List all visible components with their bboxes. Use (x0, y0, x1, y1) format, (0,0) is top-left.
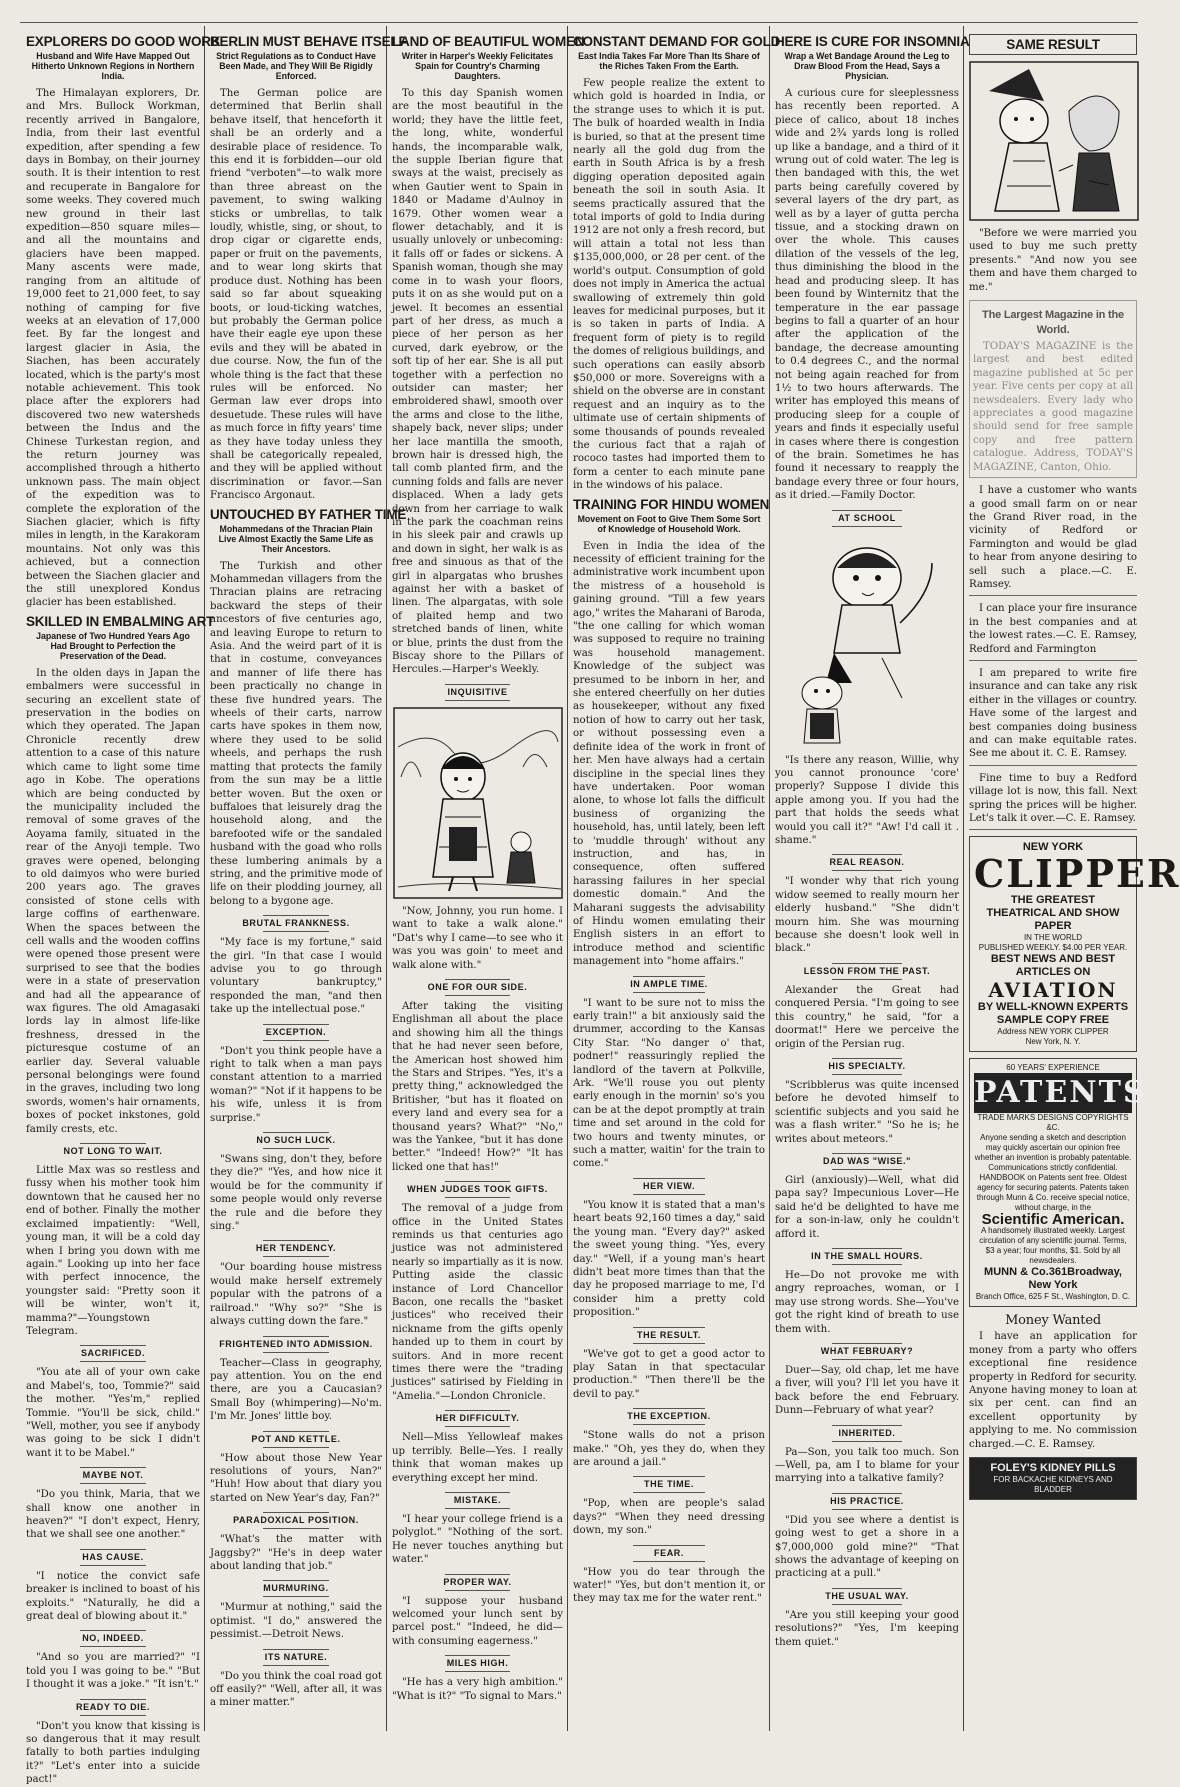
joke-subheading: HER DIFFICULTY. (392, 1410, 563, 1427)
classified-ad: I am prepared to write fire insurance and can take any risk either in the villages or country. Have some of the largest and best companies doing business and can make equitable rates. See me about it. C. E. Ramsey. (969, 667, 1137, 766)
clipper-ad-line9: Address NEW YORK CLIPPER (997, 1027, 1109, 1037)
joke-subheading: HAS CAUSE. (26, 1549, 200, 1566)
article-body: "How you do tear through the water!" "Yes, but don't mention it, or they may tax me for the water rent." (573, 1566, 765, 1605)
column-6 (965, 30, 1180, 1729)
magazine-ad-heading: The Largest Magazine in the World. (982, 309, 1124, 337)
article-deck: Movement on Foot to Give Them Some Sort of Knowledge of Household Work. (577, 513, 761, 534)
article-deck: Strict Regulations as to Conduct Have Been Made, and They Will Be Rigidly Enforced. (216, 51, 376, 81)
joke-subheading: DAD WAS "WISE." (775, 1153, 959, 1170)
article-body: "My face is my fortune," said the girl. "In that case I would advise you to go through voluntary bankruptcy," responded the man, "and then take up the intellectual pose." (210, 937, 382, 1016)
clipper-ad-line2: THEATRICAL AND SHOW PAPER (986, 907, 1120, 933)
cartoon-illustration (969, 61, 1137, 221)
joke-subheading: NO SUCH LUCK. (210, 1132, 382, 1149)
magazine-ad-body: TODAY'S MAGAZINE is the largest and best edited magazine published at 5c per year. Five cents per copy at all newsdealers. Every lady who appreciates a good magazine should send for free sample copy and free pattern catalogue. Address, TODAY'S MAGAZINE, Canton, Ohio. (973, 341, 1133, 473)
article-body: He—Do not provoke me with angry reproaches, woman, or I may use strong words. She—You've got the right kind of breath to use them with. (775, 1269, 959, 1335)
column-5 (771, 30, 970, 1729)
clipper-ad-line5: BEST NEWS AND BEST ARTICLES ON (990, 953, 1116, 979)
article-body: "I wonder why that rich young widow seemed to really mourn her elderly husband." "She didn't mourn him. She was mourning because she doesn't look well in black." (775, 876, 959, 955)
article-body: "You ate all of your own cake and Mabel's, too, Tommie?" said the mother. "Yes'm," replied Tommie. "You'll be sick, child." "Well, mother, you see if anybody was going to be sick I didn't want it to be Mabel." (26, 1367, 200, 1459)
column-2 (206, 30, 407, 1729)
joke-subheading: FEAR. (573, 1545, 765, 1562)
patents-ad-branch: Branch Office, 625 F St., Washington, D. C. (975, 1292, 1131, 1302)
joke-subheading: ONE FOR OUR SIDE. (392, 979, 563, 996)
joke-subheading: LESSON FROM THE PAST. (775, 963, 959, 980)
article-body: "Murmur at nothing," said the optimist. "I do," answered the pessimist.—Detroit News. (210, 1602, 382, 1641)
column-3 (388, 30, 585, 1729)
article-body: "Don't you know that kissing is so dangerous that it may result fatally to both parties indulging it?" "Let's enter into a suicide pact!" (26, 1720, 200, 1786)
joke-subheading: SACRIFICED. (26, 1345, 200, 1362)
article-body: To this day Spanish women are the most beautiful in the world; they have the little feet, the long, white, wonderful hands, the incomparable walk, the supple Iberian figure that sways at the waist, precisely as when Gautier went to Spain in 1840 or Madame d'Aulnoy in 1679. Other women wear a flower detachably, and it is usually unlovely or unbecoming: it falls off or fades or sickens. A Spanish woman, though she may come in to wash your floors, puts it on as she would put on a jewel. It becomes an essential part of her dress, as much a piece of her person as her curved, dark eyebrow, or the soft tip of her ear. She is all put together with a perfection no outsider can master; her embroidered shawl, smooth over the arms and close to the lithe, shapely back, never slips; under her lace mantilla the smooth, brown hair is dressed high, the tall comb planted firm, and the cunning folds and falls are never displaced. When a lady gets down from her carriage to walk in the park the coachman reins in his sleek pair and crawls up and down in sight, her walk is as free and sinuous as that of the girl in alpargatas who brushes against her with a basket of linen. The alpargatas, with sole of plaited hemp and two stretched bands of linen, white or blue, prints the dust from the Biscay shore to the Pillars of Hercules.—Harper's Weekly. (392, 88, 563, 676)
article-body: Even in India the idea of the necessity of efficient training for the administrative work incumbent upon the mistress of a household is gaining ground. "Till a few years ago," writes the Maharani of Baroda, "the one calling for which woman was supposed to require no training was household management. Knowledge of the subject was presumed to be inborn in her, and she entered cheerfully on her duties as housekeeper, without any fixed notion of how to carry out her task, or without possessing even a definite idea of the work in front of her. Men have always had a certain discipline in the special lines they have undertaken. Poor woman alone, to whose lot falls the difficult business of organizing the household, has, until lately, been left to 'muddle through' without any instruction, and has, in consequence, often suffered harassing failures in her special domestic domain." And the Maharani suggests the advisability of Hindu women emulating their English sisters in an effort to introduce method and scientific management into "home affairs." (573, 540, 765, 968)
article-body: Pa—Son, you talk too much. Son—Well, pa, am I to blame for your marrying into a talkative family? (775, 1446, 959, 1485)
article-body: In the olden days in Japan the embalmers were successful in securing an excellent state of preservation in the bodies on which they operated. The Japan Chronicle recently drew attention to a case of this nature which came to light some time ago in Kobe. The operations which are being conducted by the municipality included the removal of some graves of the Aoyama family, situated in the rear of the Anyoji temple. Two graves were opened, belonging to old daimyos who were buried 200 years ago. The graves consisted of stone cells with large coffins of earthenware. When the spaces between the cell walls and the wooden coffins were opened those present were surprised to see that the bodies were in a state of preservation and had all the appearance of wax figures. The old Amagasaki lords lay in almost life-like freshness, dressed in the picturesque costume of an earlier day. Several valuable personal belongings were found in the graves, including two long swords, women's hair ornaments, boxes of pocket inkstones, gold family crests, etc. (26, 667, 200, 1135)
column-rule (769, 26, 770, 1731)
article-body: "You know it is stated that a man's heart beats 92,160 times a day," said the young man. "Every day?" asked the sweet young thing. "Yes, every day." "Well, if a young man's heart didn't beat more times than that the day he proposed marriage to me, I'd consider him a pretty cold proposition." (573, 1199, 765, 1319)
patents-ad-side: TRADE MARKS DESIGNS COPYRIGHTS &C. (977, 1113, 1129, 1133)
joke-subheading: WHAT FEBRUARY? (775, 1343, 959, 1360)
article-headline: HERE IS CURE FOR INSOMNIA (775, 34, 970, 49)
joke-subheading: IN THE SMALL HOURS. (775, 1248, 959, 1265)
column-rule (386, 26, 387, 1731)
clipper-ad (969, 836, 1180, 1052)
article-deck: Writer in Harper's Weekly Felicitates Spain for Country's Charming Daughters. (401, 51, 554, 81)
joke-subheading: POT AND KETTLE. (210, 1431, 382, 1448)
article-body: "How about those New Year resolutions of yours, Nan?" "Huh! How about that diary you started on New Year's day, Fan?" (210, 1452, 382, 1504)
joke-subheading: HIS PRACTICE. (775, 1493, 959, 1510)
joke-subheading: THE USUAL WAY. (775, 1588, 959, 1605)
top-rule (20, 22, 1138, 23)
joke-subheading: IN AMPLE TIME. (573, 976, 765, 993)
article-body: "What's the matter with Jaggsby?" "He's in deep water about landing that job." (210, 1534, 382, 1572)
article-body: The German police are determined that Berlin shall behave itself, that henceforth it shall be an orderly and a desirable place of residence. To this end it is forbidden—our old friend "verboten"—to walk more than three abreast on the pavement, to swing walking sticks or umbrellas, to talk loudly, whistle, sing, or shout, to drop cigar or cigarette ends, paper or fruit on the pavements, and to wear long skirts that produce dust. Nothing has been said so far about squeaking boots, or loud-ticking watches, but probably the German police have their eagle eye upon these evils and they will be abated in due course. Now, the fun of the whole thing is the fact that these rules will be enforced. No German law ever drops into desuetude. These rules will have as much force in fifty years' time as they have today unless they shall be categorically repealed, and they will be applied without discrimination or favor.—San Francisco Argonaut. (210, 88, 382, 502)
article-body: The Turkish and other Mohammedan villagers from the Thracian plains are retracing backward the steps of their ancestors of five centuries ago, and leaving Europe to return to Asia. And the weird part of it is that in costume, conveyances and manner of life there has been practically no change in these five hundred years. The wheels of their carts, narrow carts have spokes in them now, where they used to be solid wheels, and perhaps the rush matting that protects the family from the sun may be a little better woven. But the oxen or buffaloes that leisurely drag the household along, and the barefooted wife or the sandaled husband with the goad who rolls these lumbering animals by a string, and the primitive mode of life on their plodding journey, all belong to a bygone age. (210, 560, 382, 907)
joke-subheading: REAL REASON. (775, 854, 959, 871)
article-headline: LAND OF BEAUTIFUL WOMEN (392, 34, 585, 49)
joke-subheading: AT SCHOOL (775, 510, 959, 527)
joke-subheading: ITS NATURE. (210, 1649, 382, 1666)
article-body: Duer—Say, old chap, let me have a fiver, will you? I'll let you have it back before the end February. Dunn—February of what year? (775, 1365, 959, 1417)
article-headline: CONSTANT DEMAND FOR GOLD (573, 34, 781, 49)
joke-subheading: THE EXCEPTION. (573, 1408, 765, 1425)
article-deck: Wrap a Wet Bandage Around the Leg to Draw Blood From the Head, Says a Physician. (784, 51, 950, 81)
article-body: "I suppose your husband welcomed your lunch sent by parcel post." "Indeed, he did—with consuming eagerness." (392, 1595, 563, 1647)
article-body: "Our boarding house mistress would make herself extremely popular with the patrons of a railroad." "Why so?" "She is always cutting down the fare." (210, 1262, 382, 1328)
article-body: "I want to be sure not to miss the early train!" a bit anxiously said the drummer, according to the Kansas City Star. "No danger o' that, podner!" reassuringly replied the landlord of the tavern at Polkville, Ark. "We'll rouse you out plenty early enough in the mornin' so's you can be at the depot promptly at train time and set around in the cold for two hours and twenty minutes, or such a matter, waitin' for the train to come." (573, 997, 765, 1170)
article-body: "Pop, when are people's salad days?" "When they need dressing down, my son." (573, 1498, 765, 1537)
joke-subheading: BRUTAL FRANKNESS. (210, 915, 382, 932)
clipper-ad-line1: THE GREATEST (1010, 894, 1096, 907)
joke-subheading: NO, INDEED. (26, 1630, 200, 1647)
article-body: The Himalayan explorers, Dr. and Mrs. Bullock Workman, recently arrived in Bangalore, India, from their last eventful expedition, after spending a few days in Bombay, on their journey south. It is their intention to rest and recuperate in Bangalore for some weeks. They covered much new ground in their last expedition—850 square miles—and all the mountains and glaciers have been mapped. Many ascents were made, ranging from an altitude of 19,000 feet to 21,000 feet, to say nothing of camping for five weeks at an elevation of 17,000 feet. By far the longest and largest glacier in Asia, the Siachen, has been accurately located, which is the party's most notable achievement. This took place after the explorers had discovered two new watersheds between the Indus and the Chinese Turkestan region, and the return journey was accomplished through a hitherto unknown pass. The main object of the expedition was to complete the exploration of the Siachen glacier, which is fifty miles in length, in the Karakoram mountains. Not only was this achieved, but a connection between the Siachen glacier and the still unexplored Kondus glacier has been established. (26, 88, 200, 609)
joke-subheading: MAYBE NOT. (26, 1467, 200, 1484)
section-headline: SAME RESULT (969, 34, 1137, 55)
article-headline: TRAINING FOR HINDU WOMEN (573, 496, 770, 512)
article-body: Girl (anxiously)—Well, what did papa say? Impecunious Lover—He said he'd be delighted to have me for a son-in-law, only he couldn't afford it. (775, 1174, 959, 1240)
clipper-ad-line4: PUBLISHED WEEKLY. $4.00 PER YEAR. (978, 943, 1128, 953)
cartoon-title: INQUISITIVE (392, 684, 563, 701)
article-body: Nell—Miss Yellowleaf makes up terribly. Belle—Yes. I really think that woman makes up everything except her mind. (392, 1432, 563, 1484)
foley-ad-sub: FOR BACKACHE KIDNEYS AND BLADDER (993, 1475, 1113, 1495)
patents-ad-body: Anyone sending a sketch and description may quickly ascertain our opinion free whether an invention is probably patentable. Communications strictly confidential. HANDBOOK on Patents sent free. Oldest agency for securing patents. Patents taken through Munn & Co. receive special notice, without charge, in the (974, 1133, 1132, 1213)
joke-subheading: HIS SPECIALTY. (775, 1058, 959, 1075)
joke-subheading: MILES HIGH. (392, 1655, 563, 1672)
article-body: "Do you think, Maria, that we shall know one another in heaven?" "I don't expect, Henry, that we shall see one another." (26, 1489, 200, 1541)
patents-ad-sci: Scientific American. (981, 1211, 1125, 1229)
column-rule (567, 26, 568, 1731)
article-body: "Before we were married you used to buy me such pretty presents." "And now you see them and have them charged to me." (969, 228, 1137, 293)
patents-ad (969, 1058, 1147, 1307)
joke-subheading: MISTAKE. (392, 1492, 563, 1509)
article-body: Few people realize the extent to which gold is hoarded in India, or the strange uses to which it is put. The bulk of hoarded wealth in India is buried, so that at the present time nearly all the gold dug from the earth in South Africa is by a fresh digging operation deposited again beneath the soil in south Asia. It seems practically assured that the total imports of gold to India during 1912 are not only a fresh record, but will attain a total not less than $135,000,000, or 28 per cent. of the world's output. Consumption of gold does not imply in America the actual swallowing of extremely thin gold leaves for medicinal purposes, but it is so taken in parts of India. A frequent form of piety is to regild the domes of religious buildings, and such operations can easily absorb $50,000 or more. Sovereigns with a shield on the obverse are in constant request and an inquiry as to the ultimate use of certain shipments of some thousands of pounds revealed the curious fact that a rajah of rococo tastes had imported them to form a center to each minute pane in the windows of his palace. (573, 78, 765, 492)
article-body: "I notice the convict safe breaker is inclined to boast of his exploits." "Naturally, he did a great deal of blowing about it." (26, 1570, 200, 1623)
patents-ad-top: 60 YEARS' EXPERIENCE (1006, 1063, 1100, 1073)
clipper-ad-line3: IN THE WORLD (1023, 933, 1083, 943)
clipper-ad-line7: BY WELL-KNOWN EXPERTS (977, 1001, 1129, 1014)
column-rule (963, 26, 964, 1731)
joke-subheading: PARADOXICAL POSITION. (210, 1512, 382, 1529)
patents-ad-munn: MUNN & Co.361Broadway, New York (984, 1266, 1122, 1292)
joke-subheading: INHERITED. (775, 1425, 959, 1442)
article-body: "Did you see where a dentist is going west to get a shore in a $7,000,000 gold mine?" "That shows the advantage of keeping on practicing at a pull." (775, 1514, 959, 1580)
patents-ad-title: PATENTS (974, 1073, 1132, 1113)
clipper-ad-line8: SAMPLE COPY FREE (996, 1014, 1110, 1027)
cartoon-illustration (775, 533, 959, 748)
clipper-ad-top: NEW YORK (1022, 841, 1084, 854)
article-body: "Stone walls do not a prison make." "Oh, yes they do, when they are around a jail." (573, 1430, 765, 1468)
article-deck: Mohammedans of the Thracian Plain Live Almost Exactly the Same Life as Their Ancestors. (218, 523, 374, 554)
article-deck: Japanese of Two Hundred Years Ago Had Brought to Perfection the Preservation of the Dead. (36, 630, 190, 661)
article-body: "Now, Johnny, you run home. I want to take a walk alone." "Dat's why I came—to see who it was you was goin' to meet and walk alone with." (392, 905, 563, 971)
joke-subheading: EXCEPTION. (210, 1024, 382, 1041)
article-body: Alexander the Great had conquered Persia. "I'm going to see this country," he said, "for a doormat!" Here we perceive the origin of the Persian rug. (775, 984, 959, 1050)
cartoon-illustration (392, 707, 563, 899)
article-body: The removal of a judge from office in the United States reminds us that centuries ago justice was not administered nearly so impartially as it is now. Putting aside the classic instance of Lord Chancellor Bacon, one recalls the "basket justices" who received their nickname from the gifts openly handed up to them in court by suitors. And in more recent times there were the "trading justices" satirised by Fielding in "Amelia."—London Chronicle. (392, 1203, 563, 1402)
joke-subheading: READY TO DIE. (26, 1699, 200, 1716)
article-headline: BERLIN MUST BEHAVE ITSELF (210, 34, 407, 49)
article-body: "And so you are married?" "I told you I was going to be." "But I thought it was a joke." "It isn't." (26, 1652, 200, 1691)
column-rule (204, 26, 205, 1731)
article-body: After taking the visiting Englishman all about the place and showing him all the things that he had never seen before, the American host showed him the Stars and Stripes. "Yes, it's a pretty thing," acknowledged the Britisher, "but has it floated on every land and every sea for a thousand years? What?" "No," was the Yankee, "but it has done better." "Indeed! How?" "It has licked one that has!" (392, 1000, 563, 1173)
article-body: "Swans sing, don't they, before they die?" "Yes, and how nice it would be for the community if some people would only reverse the rule and die before they sing." (210, 1154, 382, 1233)
article-headline: UNTOUCHED BY FATHER TIME (210, 506, 407, 522)
article-body: "Are you still keeping your good resolutions?" "Yes, I'm keeping them quiet." (775, 1609, 959, 1648)
article-body: Teacher—Class in geography, pay attention. You on the end there, are you a Caucasian? Small Boy (whimpering)—No'm. I'm Mr. Jones' little boy. (210, 1357, 382, 1423)
article-body: "Do you think the coal road got off easily?" "Well, after all, it was a miner matter." (210, 1670, 382, 1709)
column-1 (22, 30, 221, 1786)
article-headline: EXPLORERS DO GOOD WORK (26, 34, 221, 49)
classified-ad: Fine time to buy a Redford village lot is now, this fall. Next spring the prices will be higher. Let's talk it over.—C. E. Ramsey. (969, 772, 1137, 831)
article-headline: SKILLED IN EMBALMING ART (26, 613, 215, 629)
classified-ad: I can place your fire insurance in the best companies and at the lowest rates.—C. E. Ramsey, Redford and Farmington (969, 602, 1137, 661)
joke-subheading: HER VIEW. (573, 1178, 765, 1195)
patents-ad-body2: A handsomely illustrated weekly. Largest circulation of any scientific journal. Terms, $3 a year; four months, $1. Sold by all newsdealers. (979, 1226, 1127, 1266)
clipper-ad-line6: AVIATION (988, 978, 1118, 1003)
joke-subheading: NOT LONG TO WAIT. (26, 1143, 200, 1160)
joke-subheading: MURMURING. (210, 1580, 382, 1597)
article-body: "I hear your college friend is a polyglot." "Nothing of the sort. He never touches anything but water." (392, 1513, 563, 1566)
article-body: "Don't you think people have a right to talk when a man pays constant attention to a married woman?" "Not if it happens to be his wife, unless it is from surprise." (210, 1045, 382, 1124)
article-body: "He has a very high ambition." "What is it?" "To signal to Mars." (392, 1677, 563, 1702)
clipper-ad-line10: New York, N. Y. (1025, 1037, 1081, 1047)
joke-subheading: THE RESULT. (573, 1327, 765, 1344)
joke-subheading: WHEN JUDGES TOOK GIFTS. (392, 1181, 563, 1198)
article-body: "We've got to get a good actor to play Satan in that spectacular production." "Then there'll be the devil to pay." (573, 1348, 765, 1400)
article-body: "Is there any reason, Willie, why you cannot pronounce 'core' properly? Suppose I divide this apple among you. If you had the part that holds the seeds what would you call it?" "Aw! I'd call it . shame." (775, 754, 959, 847)
magazine-ad (969, 300, 1137, 478)
article-body: Little Max was so restless and fussy when his mother took him downtown that he caused her no end of bother. Finally the mother exclaimed impatiently: "Well, young man, it will be a cold day when I bring you down with me again." Looking up into her face with perfect innocence, the youngster said: "Pretty soon it will be winter, won't it, mamma?"—Youngstown Telegram. (26, 1165, 200, 1337)
joke-subheading: FRIGHTENED INTO ADMISSION. (210, 1336, 382, 1353)
article-deck: Husband and Wife Have Mapped Out Hitherto Unknown Regions in Northern India. (31, 51, 195, 81)
joke-subheading: PROPER WAY. (392, 1574, 563, 1591)
foley-ad (969, 1457, 1137, 1500)
money-wanted-body: I have an application for money from a party who offers exceptional fine residence property in Redford for security. Anyone having money to loan at six per cent. can find an excellent opportunity by applying to me. No commission charged.—C. E. Ramsey. (969, 1331, 1137, 1450)
article-deck: East India Takes Far More Than Its Share of the Riches Taken From the Earth. (578, 51, 760, 71)
money-wanted-heading: Money Wanted (1005, 1313, 1101, 1329)
article-body: A curious cure for sleeplessness has recently been reported. A piece of calico, about 18 inches wide and 2¾ yards long is rolled up like a bandage, and a third of it wrung out of cold water. The leg is then bandaged with this, the wet parts being carefully covered by several layers of the dry part, as well as by a layer of gutta percha tissue, and a stocking drawn on over the whole. This causes dilation of the vessels of the leg, thus diminishing the blood in the head and producing sleep. It has been found by Winternitz that the temperature in the ear passage begins to fall a quarter of an hour after the application of the bandage, the decrease amounting to 0.4 degrees C., and the normal not being again reached for from 1½ to two hours afterwards. The writer has employed this means of producing sleep for a couple of years and finds it especially useful in cases where there is congestion of the brain. Sometimes he has found it necessary to reapply the bandage every three or four hours, as it dried.—Family Doctor. (775, 88, 959, 502)
foley-ad-title: FOLEY'S KIDNEY PILLS (990, 1462, 1116, 1475)
joke-subheading: HER TENDENCY. (210, 1240, 382, 1257)
article-body: "Scribblerus was quite incensed before he devoted himself to scientific subjects and you said he was a flash writer." "So he is; he writes about meteors." (775, 1079, 959, 1145)
clipper-ad-big: CLIPPER (974, 851, 1180, 897)
classified-ad: I have a customer who wants a good small farm on or near the Grand River road, in the vicinity of Redford or Farmington and would be glad to hear from anyone desiring to sell such a place.—C. E. Ramsey. (969, 484, 1137, 596)
column-4 (569, 30, 781, 1729)
joke-subheading: THE TIME. (573, 1476, 765, 1493)
